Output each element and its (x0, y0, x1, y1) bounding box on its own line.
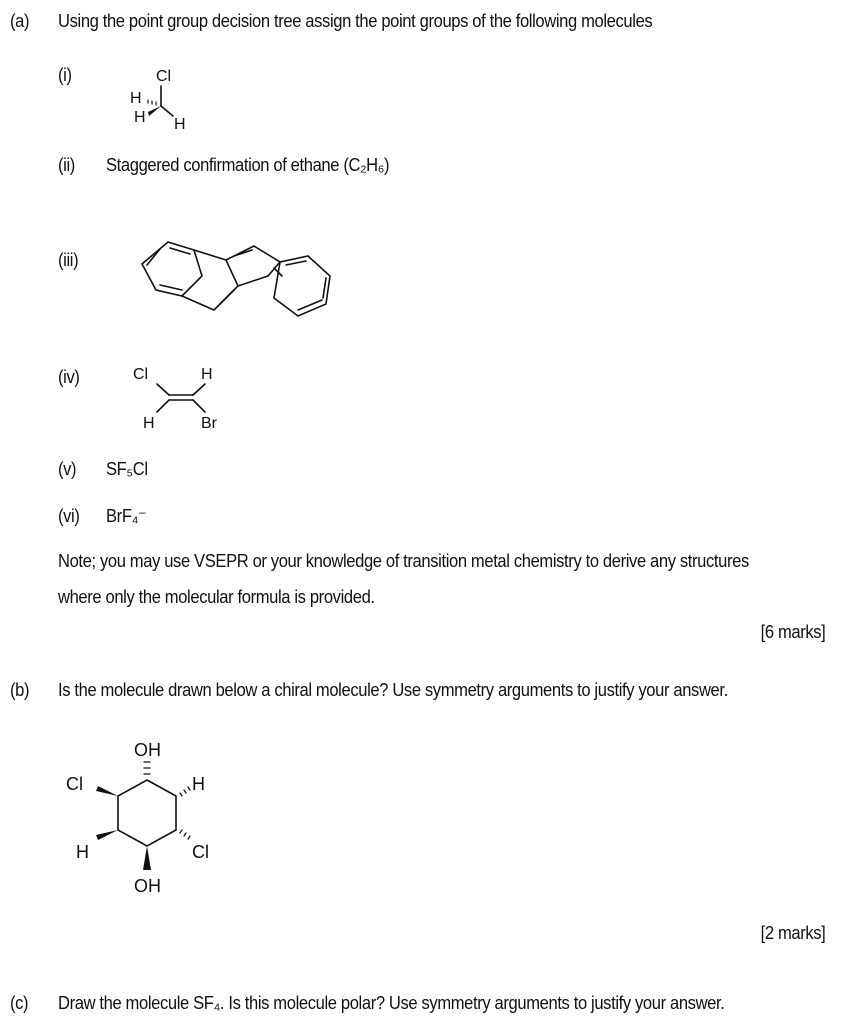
item-ii-text: Staggered confirmation of ethane (C₂H₆) (106, 155, 390, 175)
molecule-i-diagram (120, 60, 200, 135)
mol-iv-h-bottom-label: H (143, 415, 155, 432)
molecule-iv-diagram (125, 360, 235, 440)
mol-i-h-bottom-right-label: H (174, 116, 186, 133)
item-v-number: (v) (58, 459, 77, 479)
mol-i-cl-label: Cl (156, 68, 172, 85)
item-vi-number: (vi) (58, 506, 80, 526)
part-a-marks: [6 marks] (760, 622, 825, 642)
part-b-marks: [2 marks] (760, 923, 825, 943)
part-a-question: Using the point group decision tree assign the point groups of the following molecules (58, 11, 653, 31)
mol-b-cl-left-label: Cl (66, 774, 83, 794)
note-line-2: where only the molecular formula is provided. (58, 587, 375, 607)
mol-b-h-left-label: H (76, 842, 89, 862)
mol-iv-br-label: Br (201, 415, 217, 432)
part-c-label: (c) (10, 993, 29, 1013)
mol-iv-h-top-label: H (201, 366, 213, 383)
mol-b-h-right-label: H (192, 774, 205, 794)
item-i-number: (i) (58, 65, 72, 85)
mol-iv-cl-label: Cl (133, 366, 149, 383)
item-iv-number: (iv) (58, 367, 80, 387)
part-b-label: (b) (10, 680, 30, 700)
part-b-question: Is the molecule drawn below a chiral molecule? Use symmetry arguments to justify your answer. (58, 680, 728, 700)
item-ii-number: (ii) (58, 155, 75, 175)
mol-b-oh-bottom-label: OH (134, 876, 161, 896)
mol-b-cl-right-label: Cl (192, 842, 209, 862)
molecule-iii-diagram (130, 232, 350, 327)
mol-b-oh-top-label: OH (134, 740, 161, 760)
mol-i-h-top-label: H (130, 90, 142, 107)
note-line-1: Note; you may use VSEPR or your knowledge of transition metal chemistry to derive any structures (58, 551, 749, 571)
part-a-label: (a) (10, 11, 30, 31)
part-c-question: Draw the molecule SF₄. Is this molecule polar? Use symmetry arguments to justify your answer. (58, 993, 725, 1013)
item-iii-number: (iii) (58, 250, 79, 270)
molecule-b-diagram (60, 732, 230, 902)
mol-i-h-bottom-left-label: H (134, 109, 146, 126)
item-vi-text: BrF₄⁻ (106, 506, 147, 526)
item-v-text: SF₅Cl (106, 459, 148, 479)
